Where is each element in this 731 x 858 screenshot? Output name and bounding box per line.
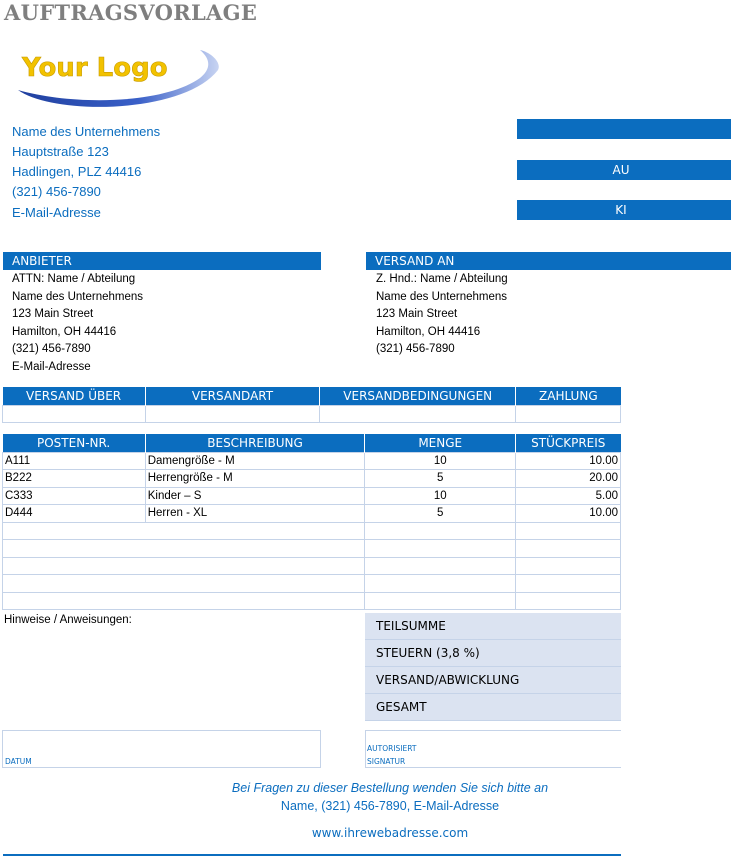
table-row — [3, 592, 621, 610]
ship-to-line: 123 Main Street — [376, 308, 458, 321]
date-label: DATUM — [5, 757, 32, 766]
shipping-handling-label: VERSAND/ABWICKLUNG — [365, 667, 621, 694]
authorized-label: AUTORISIERT — [367, 744, 417, 753]
vendor-address — [12, 271, 143, 377]
shipping-header: VERSAND ÜBER — [3, 387, 146, 405]
company-street: Hauptstraße 123 — [12, 144, 109, 159]
shipping-header: VERSANDART — [145, 387, 320, 405]
company-name: Name des Unternehmens — [12, 124, 161, 139]
item-price: 10.00 — [516, 505, 621, 523]
shipping-table — [2, 387, 621, 423]
footer-question: Bei Fragen zu dieser Bestellung wenden Sie sich bitte an — [231, 781, 549, 795]
shipping-header: VERSANDBEDINGUNGEN — [320, 387, 516, 405]
item-id: D444 — [3, 505, 146, 523]
table-row — [3, 557, 621, 575]
vendor-line: Hamilton, OH 44416 — [12, 325, 117, 338]
ship-to-address — [376, 271, 508, 359]
item-desc: Damengröße - M — [145, 452, 365, 470]
date-field[interactable] — [2, 730, 321, 768]
shipping-cell[interactable] — [3, 405, 146, 423]
company-phone: (321) 456-7890 — [12, 184, 101, 199]
footer-rule — [3, 854, 621, 856]
vendor-line: (321) 456-7890 — [12, 343, 91, 356]
items-header: BESCHREIBUNG — [145, 434, 365, 452]
item-desc: Kinder – S — [145, 487, 365, 505]
vendor-line: E-Mail-Adresse — [12, 360, 91, 373]
table-row — [3, 575, 621, 593]
ship-to-line: Name des Unternehmens — [376, 290, 508, 303]
item-qty: 10 — [365, 487, 516, 505]
shipping-cell[interactable] — [320, 405, 516, 423]
order-info-bar-1 — [517, 119, 731, 139]
item-price: 10.00 — [516, 452, 621, 470]
customer-id-bar: KI — [517, 200, 731, 220]
shipping-cell[interactable] — [516, 405, 621, 423]
items-header: POSTEN-NR. — [3, 434, 146, 452]
page-title: AUFTRAGSVORLAGE — [4, 0, 258, 25]
table-row — [3, 505, 621, 523]
item-qty: 5 — [365, 470, 516, 488]
item-qty: 5 — [365, 505, 516, 523]
tax-label: STEUERN (3,8 %) — [365, 640, 621, 667]
ship-to-line: Hamilton, OH 44416 — [376, 325, 481, 338]
item-id: C333 — [3, 487, 146, 505]
ship-to-line: (321) 456-7890 — [376, 343, 455, 356]
order-date-bar: AU — [517, 160, 731, 180]
vendor-line: 123 Main Street — [12, 308, 94, 321]
item-price: 5.00 — [516, 487, 621, 505]
shipping-cell[interactable] — [145, 405, 320, 423]
vendor-header: ANBIETER — [3, 252, 321, 270]
items-header: STÜCKPREIS — [516, 434, 621, 452]
item-price: 20.00 — [516, 470, 621, 488]
notes-label: Hinweise / Anweisungen: — [4, 614, 132, 626]
shipping-header: ZAHLUNG — [516, 387, 621, 405]
subtotal-label: TEILSUMME — [365, 613, 621, 640]
table-row — [3, 540, 621, 558]
total-label: GESAMT — [365, 694, 621, 721]
footer-contact: Name, (321) 456-7890, E-Mail-Adresse — [280, 799, 500, 813]
company-logo — [14, 46, 224, 112]
item-id: A111 — [3, 452, 146, 470]
signature-field[interactable] — [365, 730, 621, 768]
ship-to-line: Z. Hnd.: Name / Abteilung — [376, 273, 508, 285]
table-row — [3, 487, 621, 505]
vendor-line: Name des Unternehmens — [12, 290, 144, 303]
footer-website[interactable]: www.ihrewebadresse.com — [311, 826, 469, 840]
item-qty: 10 — [365, 452, 516, 470]
logo-text: Your Logo — [22, 53, 168, 83]
item-desc: Herrengröße - M — [145, 470, 365, 488]
ship-to-header: VERSAND AN — [366, 252, 731, 270]
vendor-line: ATTN: Name / Abteilung — [12, 273, 136, 285]
signature-label: SIGNATUR — [367, 757, 406, 766]
company-email: E-Mail-Adresse — [12, 205, 101, 220]
table-row — [3, 522, 621, 540]
item-desc: Herren - XL — [145, 505, 365, 523]
table-row — [3, 452, 621, 470]
item-id: B222 — [3, 470, 146, 488]
table-row — [3, 470, 621, 488]
company-city: Hadlingen, PLZ 44416 — [12, 164, 142, 179]
items-header: MENGE — [365, 434, 516, 452]
logo-swoosh-icon — [14, 46, 224, 112]
items-table — [2, 434, 621, 610]
